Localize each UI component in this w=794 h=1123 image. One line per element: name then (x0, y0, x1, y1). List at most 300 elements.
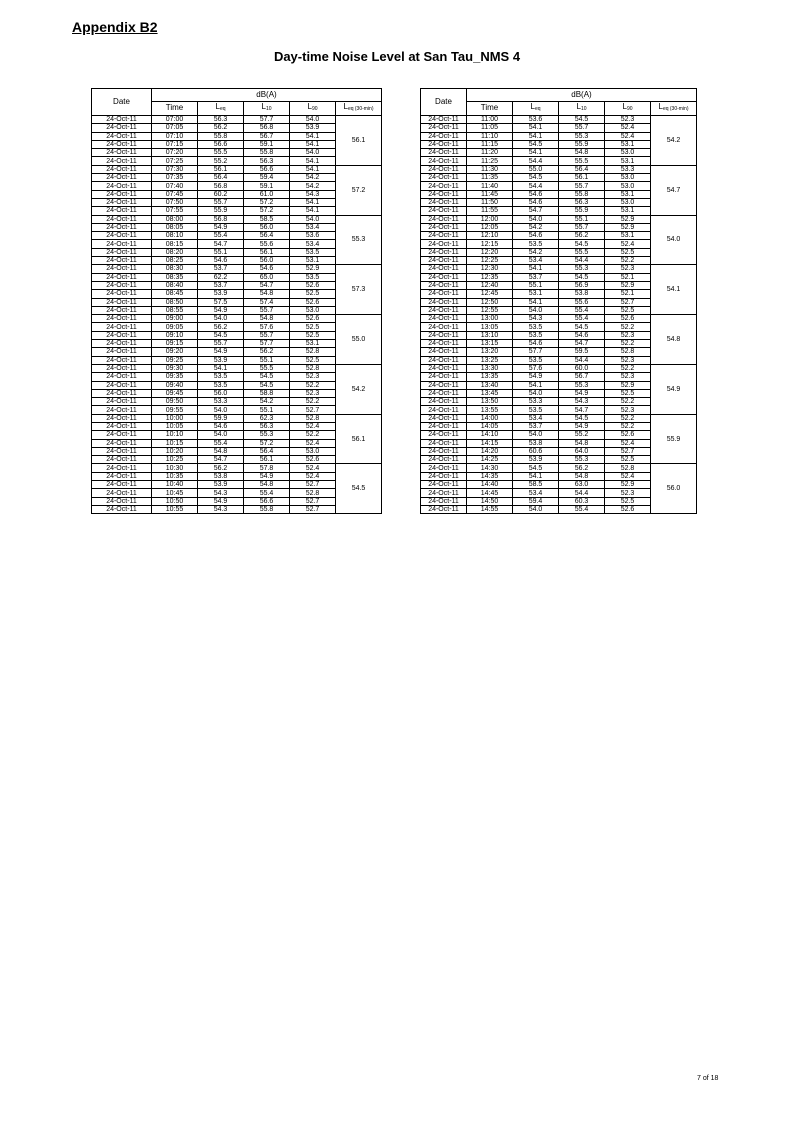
leq30-cell: 57.2 (336, 165, 382, 215)
date-cell: 24-Oct-11 (421, 447, 467, 455)
date-cell: 24-Oct-11 (421, 381, 467, 389)
leq-cell: 54.5 (198, 331, 244, 339)
l90-cell: 52.9 (290, 265, 336, 273)
leq-header: $L_{eq}$ (513, 101, 559, 115)
appendix-heading: Appendix B2 (72, 19, 158, 35)
time-cell: 08:25 (152, 257, 198, 265)
l10-cell: 54.4 (559, 356, 605, 364)
l90-cell: 53.0 (605, 174, 651, 182)
l10-cell: 61.0 (244, 190, 290, 198)
time-cell: 08:00 (152, 215, 198, 223)
date-cell: 24-Oct-11 (92, 439, 152, 447)
time-cell: 10:20 (152, 447, 198, 455)
date-cell: 24-Oct-11 (92, 356, 152, 364)
l90-cell: 54.1 (290, 207, 336, 215)
time-cell: 09:15 (152, 340, 198, 348)
l10-cell: 56.0 (244, 257, 290, 265)
l10-cell: 57.8 (244, 464, 290, 472)
l90-cell: 52.9 (605, 381, 651, 389)
l90-cell: 52.4 (605, 472, 651, 480)
leq-cell: 57.7 (513, 348, 559, 356)
leq30-cell: 57.3 (336, 265, 382, 315)
l90-cell: 52.5 (290, 356, 336, 364)
leq-cell: 54.7 (198, 456, 244, 464)
leq-cell: 58.5 (513, 481, 559, 489)
time-cell: 14:25 (467, 456, 513, 464)
time-cell: 10:10 (152, 431, 198, 439)
leq-cell: 53.9 (198, 356, 244, 364)
time-cell: 14:30 (467, 464, 513, 472)
l90-cell: 52.6 (290, 315, 336, 323)
time-cell: 08:15 (152, 240, 198, 248)
l90-cell: 53.1 (605, 157, 651, 165)
date-cell: 24-Oct-11 (421, 298, 467, 306)
l10-cell: 55.6 (244, 240, 290, 248)
l90-cell: 53.0 (605, 198, 651, 206)
time-cell: 13:10 (467, 331, 513, 339)
time-cell: 07:20 (152, 149, 198, 157)
leq-cell: 55.7 (198, 198, 244, 206)
unit-header: dB(A) (152, 89, 382, 102)
l10-cell: 55.1 (244, 406, 290, 414)
l10-cell: 54.8 (244, 481, 290, 489)
l10-cell: 56.9 (559, 281, 605, 289)
l90-cell: 52.2 (605, 422, 651, 430)
leq-cell: 54.1 (513, 298, 559, 306)
l90-cell: 52.7 (290, 497, 336, 505)
leq-cell: 54.3 (198, 489, 244, 497)
time-cell: 10:55 (152, 505, 198, 513)
date-cell: 24-Oct-11 (421, 290, 467, 298)
l10-cell: 56.1 (244, 456, 290, 464)
leq-cell: 53.9 (198, 481, 244, 489)
l10-cell: 56.7 (559, 373, 605, 381)
l90-cell: 53.1 (605, 232, 651, 240)
date-cell: 24-Oct-11 (92, 431, 152, 439)
l90-cell: 52.1 (605, 273, 651, 281)
l10-cell: 55.4 (559, 306, 605, 314)
l90-cell: 52.2 (290, 398, 336, 406)
l10-cell: 54.6 (244, 265, 290, 273)
leq-cell: 54.6 (513, 340, 559, 348)
l90-cell: 52.8 (290, 348, 336, 356)
table-row (92, 265, 382, 273)
l90-cell: 52.3 (290, 373, 336, 381)
leq-cell: 53.3 (198, 398, 244, 406)
leq-cell: 60.2 (198, 190, 244, 198)
date-cell: 24-Oct-11 (421, 223, 467, 231)
time-cell: 13:35 (467, 373, 513, 381)
date-header: Date (92, 89, 152, 116)
l90-cell: 53.1 (605, 207, 651, 215)
l90-cell: 54.0 (290, 116, 336, 124)
l10-cell: 54.2 (244, 398, 290, 406)
l10-cell: 57.7 (244, 116, 290, 124)
date-cell: 24-Oct-11 (92, 422, 152, 430)
l90-cell: 53.1 (605, 140, 651, 148)
date-cell: 24-Oct-11 (92, 281, 152, 289)
time-cell: 11:00 (467, 116, 513, 124)
l90-cell: 53.9 (290, 124, 336, 132)
l10-cell: 56.4 (244, 232, 290, 240)
leq-cell: 54.7 (513, 207, 559, 215)
l10-cell: 55.7 (559, 124, 605, 132)
date-cell: 24-Oct-11 (92, 497, 152, 505)
l10-cell: 55.6 (559, 298, 605, 306)
l90-cell: 54.0 (290, 149, 336, 157)
l90-cell: 52.5 (605, 248, 651, 256)
l10-cell: 54.5 (244, 373, 290, 381)
date-cell: 24-Oct-11 (421, 323, 467, 331)
leq-cell: 55.8 (198, 132, 244, 140)
leq-cell: 53.5 (513, 406, 559, 414)
time-cell: 11:15 (467, 140, 513, 148)
l10-cell: 58.8 (244, 389, 290, 397)
time-cell: 10:35 (152, 472, 198, 480)
l10-cell: 55.3 (559, 132, 605, 140)
time-cell: 14:50 (467, 497, 513, 505)
leq-cell: 54.0 (198, 431, 244, 439)
l10-cell: 54.9 (244, 472, 290, 480)
date-cell: 24-Oct-11 (92, 215, 152, 223)
time-cell: 14:15 (467, 439, 513, 447)
l10-cell: 53.8 (559, 290, 605, 298)
l90-cell: 52.5 (605, 389, 651, 397)
time-cell: 14:00 (467, 414, 513, 422)
date-cell: 24-Oct-11 (92, 447, 152, 455)
l10-cell: 54.4 (559, 257, 605, 265)
time-cell: 11:05 (467, 124, 513, 132)
time-cell: 12:00 (467, 215, 513, 223)
leq30-cell: 54.1 (651, 265, 697, 315)
time-cell: 13:55 (467, 406, 513, 414)
l10-cell: 54.3 (559, 398, 605, 406)
l10-cell: 54.5 (559, 116, 605, 124)
time-cell: 09:35 (152, 373, 198, 381)
l90-header: $L_{90}$ (290, 101, 336, 115)
date-cell: 24-Oct-11 (421, 472, 467, 480)
l10-cell: 56.2 (559, 232, 605, 240)
date-cell: 24-Oct-11 (92, 481, 152, 489)
l90-cell: 53.1 (290, 257, 336, 265)
leq-cell: 62.2 (198, 273, 244, 281)
time-cell: 07:45 (152, 190, 198, 198)
l90-cell: 52.4 (605, 240, 651, 248)
unit-header: dB(A) (467, 89, 697, 102)
date-cell: 24-Oct-11 (92, 132, 152, 140)
l90-cell: 52.2 (605, 398, 651, 406)
time-cell: 12:05 (467, 223, 513, 231)
leq-cell: 54.2 (513, 248, 559, 256)
time-cell: 09:05 (152, 323, 198, 331)
l10-cell: 54.7 (559, 406, 605, 414)
l10-cell: 55.8 (244, 149, 290, 157)
l10-cell: 65.0 (244, 273, 290, 281)
leq30-header: $L_{eq (30-min)}$ (651, 101, 697, 115)
l10-cell: 55.7 (244, 306, 290, 314)
time-cell: 11:50 (467, 198, 513, 206)
time-cell: 14:05 (467, 422, 513, 430)
date-cell: 24-Oct-11 (421, 431, 467, 439)
time-cell: 14:20 (467, 447, 513, 455)
l10-cell: 57.6 (244, 323, 290, 331)
leq-cell: 54.4 (513, 182, 559, 190)
leq-cell: 56.2 (198, 323, 244, 331)
l10-cell: 54.5 (559, 414, 605, 422)
time-cell: 11:30 (467, 165, 513, 173)
l10-cell: 56.3 (559, 198, 605, 206)
time-cell: 08:10 (152, 232, 198, 240)
leq-cell: 54.1 (198, 364, 244, 372)
date-cell: 24-Oct-11 (92, 190, 152, 198)
l10-cell: 55.8 (244, 505, 290, 513)
time-cell: 10:00 (152, 414, 198, 422)
time-cell: 08:20 (152, 248, 198, 256)
l10-cell: 59.1 (244, 182, 290, 190)
leq-cell: 53.7 (198, 281, 244, 289)
l10-cell: 56.1 (244, 248, 290, 256)
l90-cell: 52.9 (605, 215, 651, 223)
date-cell: 24-Oct-11 (421, 132, 467, 140)
table-row (92, 215, 382, 223)
l10-cell: 54.8 (559, 472, 605, 480)
l10-cell: 55.5 (559, 248, 605, 256)
leq30-cell: 54.7 (651, 165, 697, 215)
l90-cell: 53.1 (290, 340, 336, 348)
time-header: Time (152, 101, 198, 115)
date-cell: 24-Oct-11 (92, 198, 152, 206)
table-row (92, 464, 382, 472)
leq-cell: 53.4 (513, 414, 559, 422)
date-cell: 24-Oct-11 (92, 290, 152, 298)
date-cell: 24-Oct-11 (421, 348, 467, 356)
time-cell: 12:55 (467, 306, 513, 314)
time-cell: 13:05 (467, 323, 513, 331)
time-cell: 09:30 (152, 364, 198, 372)
leq-cell: 57.5 (198, 298, 244, 306)
l90-cell: 52.2 (605, 323, 651, 331)
date-cell: 24-Oct-11 (421, 481, 467, 489)
time-cell: 13:15 (467, 340, 513, 348)
leq30-cell: 55.9 (651, 414, 697, 464)
date-cell: 24-Oct-11 (421, 497, 467, 505)
leq-cell: 54.8 (198, 447, 244, 455)
leq-cell: 55.7 (198, 340, 244, 348)
time-cell: 08:35 (152, 273, 198, 281)
l10-cell: 56.7 (244, 132, 290, 140)
l90-cell: 54.1 (290, 198, 336, 206)
time-cell: 14:45 (467, 489, 513, 497)
l90-cell: 52.3 (605, 373, 651, 381)
l10-cell: 54.7 (559, 340, 605, 348)
date-cell: 24-Oct-11 (421, 116, 467, 124)
time-cell: 09:10 (152, 331, 198, 339)
leq-cell: 54.5 (513, 464, 559, 472)
leq-cell: 54.0 (513, 389, 559, 397)
leq-cell: 53.8 (513, 439, 559, 447)
leq-cell: 54.0 (513, 306, 559, 314)
date-cell: 24-Oct-11 (421, 190, 467, 198)
date-cell: 24-Oct-11 (92, 240, 152, 248)
date-cell: 24-Oct-11 (92, 223, 152, 231)
leq-cell: 55.1 (198, 248, 244, 256)
leq-cell: 56.0 (198, 389, 244, 397)
time-cell: 13:25 (467, 356, 513, 364)
l10-cell: 56.4 (559, 165, 605, 173)
l10-cell: 55.7 (244, 331, 290, 339)
l10-cell: 54.7 (244, 281, 290, 289)
l90-cell: 52.3 (605, 356, 651, 364)
l90-cell: 52.3 (605, 489, 651, 497)
l10-cell: 55.1 (244, 356, 290, 364)
l90-cell: 52.4 (290, 422, 336, 430)
leq-cell: 54.6 (513, 198, 559, 206)
l10-cell: 60.3 (559, 497, 605, 505)
time-cell: 11:20 (467, 149, 513, 157)
l90-cell: 52.3 (605, 265, 651, 273)
l90-cell: 52.6 (605, 315, 651, 323)
time-cell: 13:45 (467, 389, 513, 397)
l90-cell: 52.6 (290, 456, 336, 464)
date-cell: 24-Oct-11 (92, 182, 152, 190)
time-cell: 10:30 (152, 464, 198, 472)
l10-cell: 55.8 (559, 190, 605, 198)
leq-cell: 54.6 (513, 232, 559, 240)
l10-cell: 55.9 (559, 140, 605, 148)
leq-cell: 59.4 (513, 497, 559, 505)
l90-cell: 52.7 (290, 481, 336, 489)
l90-cell: 52.2 (605, 257, 651, 265)
leq-cell: 54.6 (198, 422, 244, 430)
l90-cell: 52.6 (605, 505, 651, 513)
time-cell: 11:40 (467, 182, 513, 190)
time-cell: 10:05 (152, 422, 198, 430)
l10-cell: 54.8 (559, 439, 605, 447)
leq30-cell: 56.0 (651, 464, 697, 514)
leq-cell: 54.1 (513, 381, 559, 389)
date-cell: 24-Oct-11 (92, 165, 152, 173)
time-cell: 07:35 (152, 174, 198, 182)
l90-cell: 54.2 (290, 174, 336, 182)
l90-cell: 52.7 (290, 505, 336, 513)
leq-cell: 53.1 (513, 290, 559, 298)
table-row (421, 165, 697, 173)
l10-cell: 55.4 (244, 489, 290, 497)
leq-cell: 55.0 (513, 165, 559, 173)
date-cell: 24-Oct-11 (92, 340, 152, 348)
l90-cell: 53.0 (605, 182, 651, 190)
l90-cell: 52.5 (290, 323, 336, 331)
date-cell: 24-Oct-11 (421, 306, 467, 314)
l10-cell: 55.4 (559, 315, 605, 323)
date-cell: 24-Oct-11 (92, 456, 152, 464)
date-cell: 24-Oct-11 (421, 456, 467, 464)
date-cell: 24-Oct-11 (421, 373, 467, 381)
time-cell: 14:40 (467, 481, 513, 489)
date-cell: 24-Oct-11 (92, 298, 152, 306)
leq-cell: 54.0 (513, 431, 559, 439)
l90-cell: 52.5 (605, 306, 651, 314)
time-cell: 11:35 (467, 174, 513, 182)
date-cell: 24-Oct-11 (92, 373, 152, 381)
l10-cell: 57.2 (244, 439, 290, 447)
l90-cell: 52.8 (290, 364, 336, 372)
l10-cell: 54.5 (559, 240, 605, 248)
noise-table-afternoon (420, 88, 697, 514)
l90-cell: 52.8 (290, 489, 336, 497)
leq-cell: 54.1 (513, 265, 559, 273)
leq-cell: 56.8 (198, 182, 244, 190)
leq-cell: 53.5 (198, 373, 244, 381)
leq-cell: 54.1 (513, 149, 559, 157)
leq30-cell: 54.0 (651, 215, 697, 265)
l90-cell: 52.5 (290, 331, 336, 339)
leq30-cell: 54.5 (336, 464, 382, 514)
table-row (421, 116, 697, 124)
l90-cell: 52.4 (290, 464, 336, 472)
date-cell: 24-Oct-11 (421, 257, 467, 265)
leq-cell: 55.2 (198, 157, 244, 165)
date-cell: 24-Oct-11 (92, 306, 152, 314)
time-cell: 08:40 (152, 281, 198, 289)
date-cell: 24-Oct-11 (92, 414, 152, 422)
leq30-header: $L_{eq (30-min)}$ (336, 101, 382, 115)
l90-cell: 52.9 (605, 481, 651, 489)
l90-cell: 52.2 (290, 381, 336, 389)
l90-cell: 52.4 (290, 439, 336, 447)
date-cell: 24-Oct-11 (92, 406, 152, 414)
leq-cell: 54.0 (198, 315, 244, 323)
date-cell: 24-Oct-11 (421, 464, 467, 472)
date-cell: 24-Oct-11 (421, 248, 467, 256)
leq-cell: 57.6 (513, 364, 559, 372)
l10-cell: 57.2 (244, 198, 290, 206)
leq30-cell: 56.1 (336, 116, 382, 166)
l10-cell: 55.3 (244, 431, 290, 439)
l90-cell: 53.4 (290, 223, 336, 231)
l90-cell: 53.0 (290, 306, 336, 314)
l90-cell: 52.9 (605, 223, 651, 231)
date-cell: 24-Oct-11 (421, 182, 467, 190)
time-cell: 07:10 (152, 132, 198, 140)
date-cell: 24-Oct-11 (421, 422, 467, 430)
leq30-cell: 55.0 (336, 315, 382, 365)
l90-cell: 54.1 (290, 165, 336, 173)
leq-cell: 55.4 (198, 439, 244, 447)
l90-cell: 52.1 (605, 290, 651, 298)
l10-header: $L_{10}$ (559, 101, 605, 115)
leq-cell: 53.5 (513, 331, 559, 339)
time-cell: 07:40 (152, 182, 198, 190)
date-cell: 24-Oct-11 (421, 240, 467, 248)
l10-cell: 55.5 (559, 157, 605, 165)
time-cell: 11:25 (467, 157, 513, 165)
l90-cell: 54.0 (290, 215, 336, 223)
time-cell: 10:45 (152, 489, 198, 497)
time-cell: 12:25 (467, 257, 513, 265)
l90-cell: 52.2 (605, 414, 651, 422)
l90-cell: 52.8 (290, 414, 336, 422)
leq-header: $L_{eq}$ (198, 101, 244, 115)
time-cell: 13:20 (467, 348, 513, 356)
l10-cell: 56.0 (244, 223, 290, 231)
date-cell: 24-Oct-11 (421, 157, 467, 165)
leq-cell: 53.5 (513, 356, 559, 364)
leq-cell: 60.6 (513, 447, 559, 455)
date-cell: 24-Oct-11 (92, 232, 152, 240)
l10-cell: 56.6 (244, 165, 290, 173)
time-cell: 07:30 (152, 165, 198, 173)
